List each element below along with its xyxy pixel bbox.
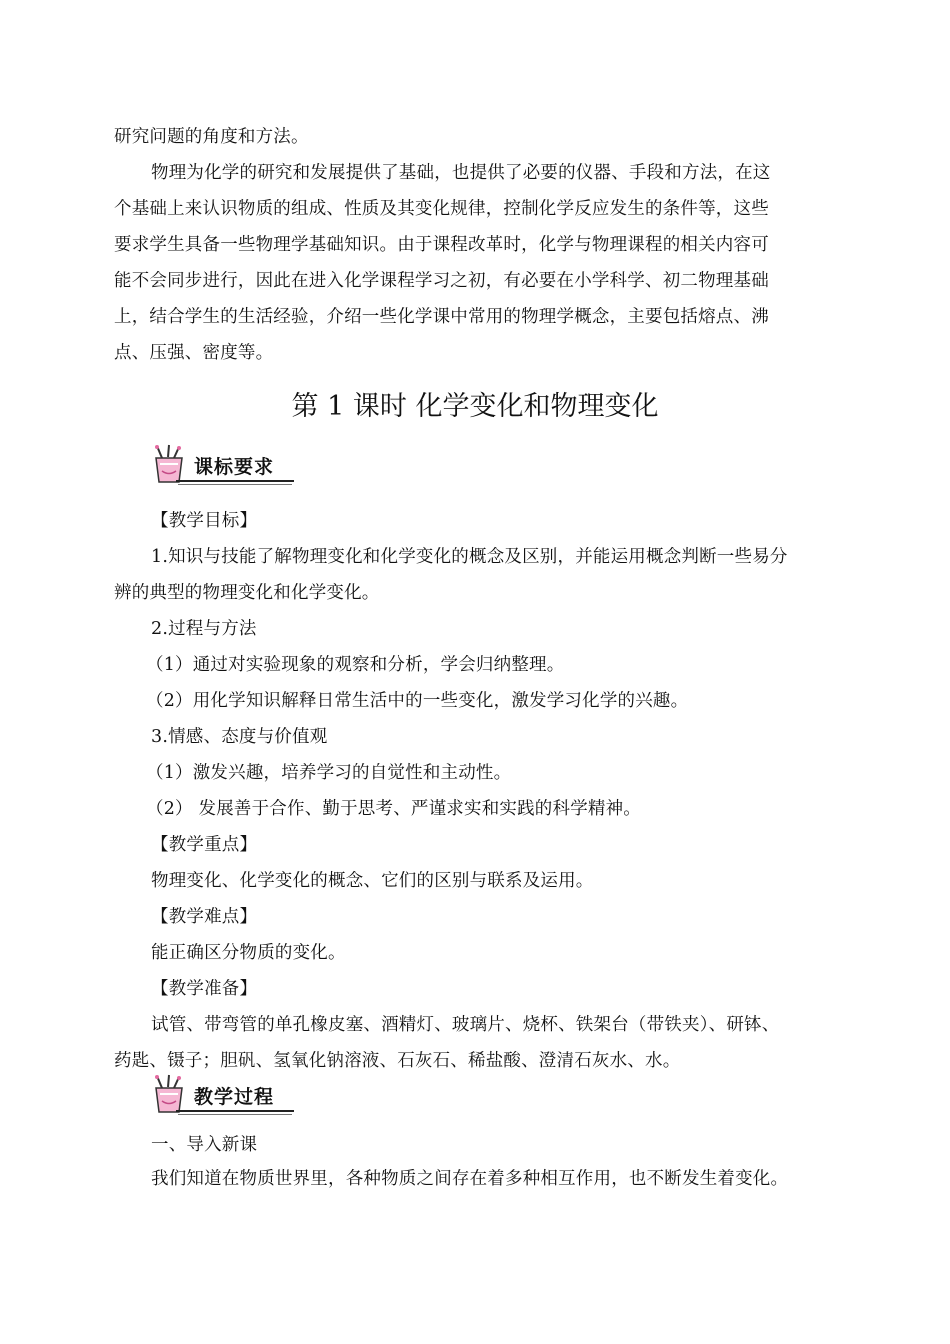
intro-tail: 研究问题的角度和方法。 (114, 127, 309, 147)
standards-badge (148, 444, 294, 486)
standards-badge-label: 课标要求 (194, 456, 275, 478)
goal-3-2: （2） 发展善于合作、勤于思考、严谨求实和实践的科学精神。 (146, 799, 641, 819)
key-heading: 【教学重点】 (151, 835, 258, 855)
key-text: 物理变化、化学变化的概念、它们的区别与联系及运用。 (151, 871, 594, 891)
para-line: 要求学生具备一些物理学基础知识。由于课程改革时，化学与物理课程的相关内容可 (114, 235, 769, 255)
prep-heading: 【教学准备】 (151, 979, 258, 999)
goal-1-line: 1.知识与技能了解物理变化和化学变化的概念及区别，并能运用概念判断一些易分 (151, 547, 788, 567)
para-line: 个基础上来认识物质的组成、性质及其变化规律，控制化学反应发生的条件等，这些 (114, 199, 769, 219)
prep-line: 试管、带弯管的单孔橡皮塞、酒精灯、玻璃片、烧杯、铁架台（带铁夹）、研钵、 (151, 1015, 780, 1035)
para-line: 能不会同步进行，因此在进入化学课程学习之初，有必要在小学科学、初二物理基础 (114, 271, 769, 291)
goal-2-1: （1）通过对实验现象的观察和分析，学会归纳整理。 (146, 655, 565, 675)
goal-2-2: （2）用化学知识解释日常生活中的一些变化，激发学习化学的兴趣。 (146, 691, 689, 711)
difficulty-heading: 【教学难点】 (151, 907, 258, 927)
prep-line: 药匙、镊子；胆矾、氢氧化钠溶液、石灰石、稀盐酸、澄清石灰水、水。 (114, 1051, 681, 1071)
process-badge-label: 教学过程 (194, 1086, 275, 1108)
section-1-heading: 一、导入新课 (151, 1135, 258, 1155)
goal-2: 2.过程与方法 (151, 619, 257, 639)
para-line: 上，结合学生的生活经验，介绍一些化学课中常用的物理学概念，主要包括熔点、沸 (114, 307, 769, 327)
lesson-title: 第 1 课时 化学变化和物理变化 (291, 391, 659, 422)
difficulty-text: 能正确区分物质的变化。 (151, 943, 346, 963)
para-line: 物理为化学的研究和发展提供了基础，也提供了必要的仪器、手段和方法，在这 (151, 163, 771, 183)
goal-1-line: 辨的典型的物理变化和化学变化。 (114, 583, 380, 603)
section-1-text: 我们知道在物质世界里，各种物质之间存在着多种相互作用，也不断发生着变化。 (151, 1169, 789, 1189)
goal-3: 3.情感、态度与价值观 (151, 727, 328, 747)
goal-3-1: （1）激发兴趣，培养学习的自觉性和主动性。 (146, 763, 512, 783)
goals-heading: 【教学目标】 (151, 511, 258, 531)
para-line: 点、压强、密度等。 (114, 343, 274, 363)
process-badge (148, 1074, 294, 1116)
